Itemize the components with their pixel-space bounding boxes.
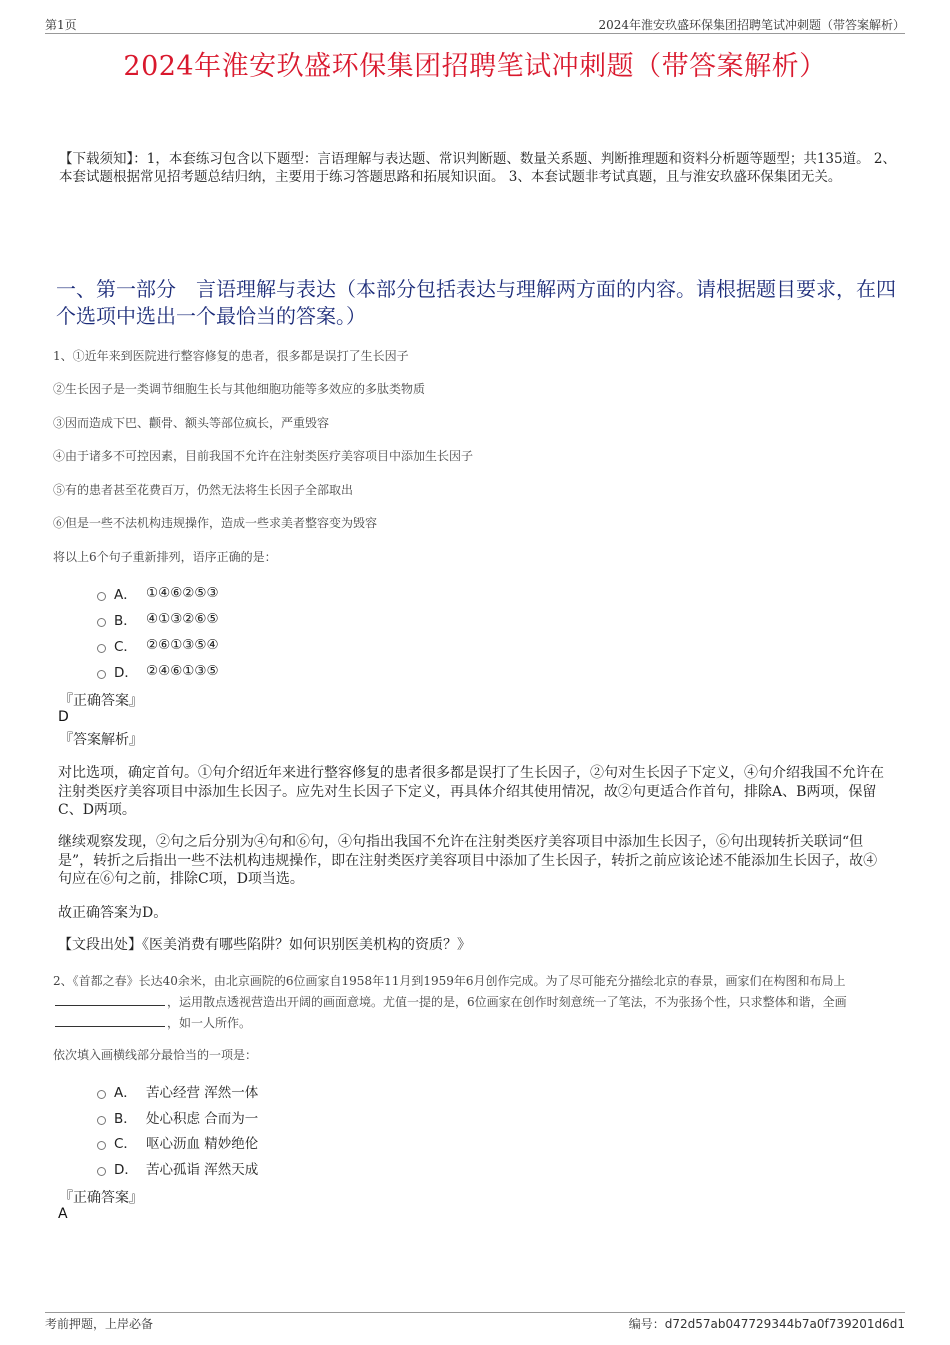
option-text: 呕心沥血 精妙绝伦 xyxy=(146,1136,259,1152)
radio-icon[interactable] xyxy=(97,1090,106,1099)
fill-blank-1 xyxy=(55,993,165,1006)
page-number: 第1页 xyxy=(45,18,77,32)
option-letter: A． xyxy=(114,1085,137,1101)
q2-stem-part-3: ，如一人所作。 xyxy=(167,1016,252,1030)
option-text: ②④⑥①③⑤ xyxy=(146,663,219,679)
option-letter: C． xyxy=(114,1136,137,1152)
q1-line-1: 1、①近年来到医院进行整容修复的患者，很多都是误打了生长因子 xyxy=(53,349,409,363)
option-letter: A． xyxy=(114,587,137,603)
q1-line-5: ⑤有的患者甚至花费百万，仍然无法将生长因子全部取出 xyxy=(53,483,354,497)
q1-analysis-label: 『答案解析』 xyxy=(59,732,143,748)
q2-option-b[interactable] xyxy=(97,1107,258,1127)
q1-answer: D xyxy=(58,709,69,725)
page-title: 2024年淮安玖盛环保集团招聘笔试冲刺题（带答案解析） xyxy=(123,51,827,82)
radio-icon[interactable] xyxy=(97,644,106,653)
q1-line-2: ②生长因子是一类调节细胞生长与其他细胞功能等多效应的多肽类物质 xyxy=(53,382,426,396)
q2-prompt: 依次填入画横线部分最恰当的一项是： xyxy=(53,1048,258,1062)
q2-option-a[interactable] xyxy=(97,1081,258,1101)
footer-code-label: 编号： xyxy=(628,1317,665,1331)
q2-option-c[interactable] xyxy=(97,1132,258,1152)
download-notice: 【下载须知】：1，本套练习包含以下题型：言语理解与表达题、常识判断题、数量关系题、判断推理题和资料分析题等题型；共135道。 2、本套试题根据常见招考题总结归纳，主要用于练习答题思路和拓展知识面。 3、本套试题非考试真题，且与淮安玖盛环保集团无关。 xyxy=(59,151,896,185)
footer-code xyxy=(629,1315,905,1332)
q2-stem-part-2: ，运用散点透视营造出开阔的画面意境。尤值一提的是，6位画家在创作时刻意统一了笔法，不为张扬个性，只求整体和谐，全画 xyxy=(167,995,847,1009)
q1-analysis-para-1: 对比选项，确定首句。①句介绍近年来进行整容修复的患者很多都是误打了生长因子，②句对生长因子下定义，④句介绍我国不允许在注射类医疗美容项目中添加生长因子。应先对生长因子下定义，再具体介绍其使用情况，故②句更适合作首句，排除A、B两项，保留C、D两项。 xyxy=(58,765,884,818)
q2-stem xyxy=(53,971,903,1034)
radio-icon[interactable] xyxy=(97,592,106,601)
q1-analysis-para-2: 继续观察发现，②句之后分别为④句和⑥句，④句指出我国不允许在注射类医疗美容项目中添加生长因子，⑥句出现转折关联词“但是”，转折之后指出一些不法机构违规操作，即在注射类医疗美容项目中添加了生长因子，转折之前应该论述不能添加生长因子，故④句应在⑥句之前，排除C项，D项当选。 xyxy=(58,834,878,887)
option-text: 处心积虑 合而为一 xyxy=(146,1111,259,1127)
radio-icon[interactable] xyxy=(97,670,106,679)
q1-analysis-para-3: 故正确答案为D。 xyxy=(58,905,168,921)
q1-answer-label: 『正确答案』 xyxy=(59,693,143,709)
radio-icon[interactable] xyxy=(97,1141,106,1150)
radio-icon[interactable] xyxy=(97,618,106,627)
option-text: ②⑥①③⑤④ xyxy=(146,637,219,653)
option-letter: B． xyxy=(114,613,137,629)
q1-option-b[interactable] xyxy=(97,609,219,629)
option-letter: B． xyxy=(114,1111,137,1127)
header-doc-title: 2024年淮安玖盛环保集团招聘笔试冲刺题（带答案解析） xyxy=(598,18,905,32)
q1-prompt: 将以上6个句子重新排列，语序正确的是： xyxy=(53,550,277,564)
q1-option-a[interactable] xyxy=(97,583,219,603)
q1-option-d[interactable] xyxy=(97,661,219,681)
radio-icon[interactable] xyxy=(97,1116,106,1125)
option-text: ①④⑥②⑤③ xyxy=(146,585,219,601)
option-letter: C． xyxy=(114,639,137,655)
q2-answer: A xyxy=(58,1206,68,1222)
footer-slogan: 考前押题，上岸必备 xyxy=(45,1317,154,1331)
q2-answer-label: 『正确答案』 xyxy=(59,1190,143,1206)
footer-divider xyxy=(45,1312,905,1313)
radio-icon[interactable] xyxy=(97,1167,106,1176)
footer-code-value: d72d57ab047729344b7a0f739201d6d1 xyxy=(664,1317,905,1331)
q2-stem-part-1: 2、《首都之春》长达40余米，由北京画院的6位画家自1958年11月到1959年6月创作完成。为了尽可能充分描绘北京的春景，画家们在构图和布局上 xyxy=(53,974,846,988)
section-heading: 一、第一部分 言语理解与表达（本部分包括表达与理解两方面的内容。请根据题目要求，在四个选项中选出一个最恰当的答案。） xyxy=(56,277,896,328)
q1-source: 【文段出处】《医美消费有哪些陷阱？如何识别医美机构的资质？》 xyxy=(58,937,471,953)
option-text: 苦心孤诣 浑然天成 xyxy=(146,1162,259,1178)
q1-line-6: ⑥但是一些不法机构违规操作，造成一些求美者整容变为毁容 xyxy=(53,516,378,530)
option-letter: D． xyxy=(114,1162,138,1178)
option-letter: D． xyxy=(114,665,138,681)
option-text: ④①③②⑥⑤ xyxy=(146,611,219,627)
option-text: 苦心经营 浑然一体 xyxy=(146,1085,259,1101)
header-divider xyxy=(45,33,905,34)
fill-blank-2 xyxy=(55,1014,165,1027)
q1-line-3: ③因而造成下巴、颧骨、额头等部位疯长，严重毁容 xyxy=(53,416,330,430)
q1-option-c[interactable] xyxy=(97,635,219,655)
q1-line-4: ④由于诸多不可控因素，目前我国不允许在注射类医疗美容项目中添加生长因子 xyxy=(53,449,474,463)
q2-option-d[interactable] xyxy=(97,1158,258,1178)
